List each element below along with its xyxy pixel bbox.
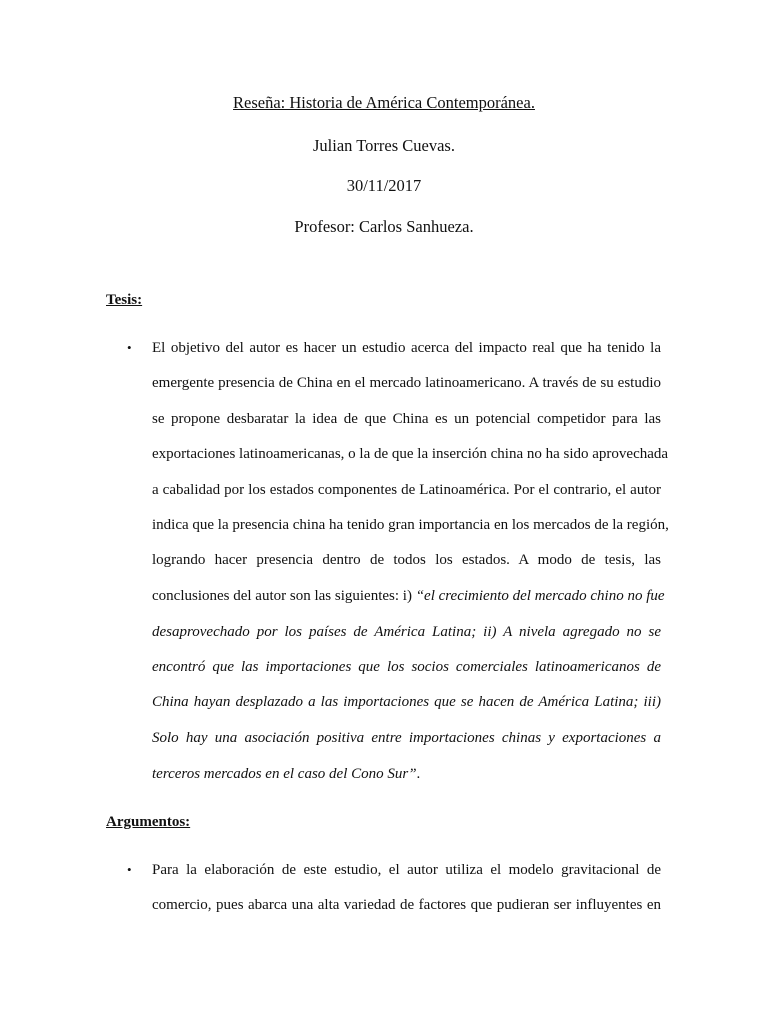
tesis-line-quote-start: [152, 586, 665, 606]
argumentos-bullet: •: [127, 862, 132, 877]
quote-text: “el crecimiento del mercado chino no fue: [415, 588, 665, 604]
quote-end-period: .: [416, 766, 421, 782]
tesis-line: emergente presencia de China en el mercado latinoamericano. A través de su estudio: [152, 375, 661, 391]
tesis-heading: Tesis:: [106, 292, 143, 308]
tesis-line: exportaciones latinoamericanas, o la de que la inserción china no ha sido aprovechada: [152, 446, 669, 462]
quote-line: encontró que las importaciones que los socios comerciales latinoamericanos de: [152, 659, 661, 675]
quote-end-line: [152, 764, 661, 784]
argumentos-line: Para la elaboración de este estudio, el autor utiliza el modelo gravitacional de: [152, 862, 661, 878]
professor-name: Profesor: Carlos Sanhueza.: [294, 217, 474, 236]
document-date: 30/11/2017: [346, 176, 422, 195]
quote-line: Solo hay una asociación positiva entre importaciones chinas y exportaciones a: [152, 730, 661, 746]
quote-line: desaprovechado por los países de América Latina; ii) A nivela agregado no se: [152, 624, 661, 640]
quote-line: China hayan desplazado a las importaciones que se hacen de América Latina; iii): [152, 694, 661, 710]
argumentos-heading: Argumentos:: [106, 814, 191, 830]
tesis-line: El objetivo del autor es hacer un estudio acerca del impacto real que ha tenido la: [152, 340, 661, 356]
author-name: Julian Torres Cuevas.: [313, 136, 455, 155]
tesis-line: se propone desbaratar la idea de que China es un potencial competidor para las: [152, 411, 661, 427]
tesis-line-prefix: conclusiones del autor son las siguientes: i): [152, 588, 416, 604]
argumentos-line: comercio, pues abarca una alta variedad de factores que pudieran ser influyentes en: [152, 897, 661, 913]
tesis-line: logrando hacer presencia dentro de todos los estados. A modo de tesis, las: [152, 552, 661, 568]
quote-text-end: terceros mercados en el caso del Cono Sur”: [152, 766, 417, 782]
tesis-line: indica que la presencia china ha tenido gran importancia en los mercados de la región,: [152, 517, 669, 533]
tesis-line: a cabalidad por los estados componentes de Latinoamérica. Por el contrario, el autor: [152, 482, 661, 498]
document-title: Reseña: Historia de América Contemporánea.: [233, 93, 535, 112]
tesis-bullet: •: [127, 340, 132, 355]
